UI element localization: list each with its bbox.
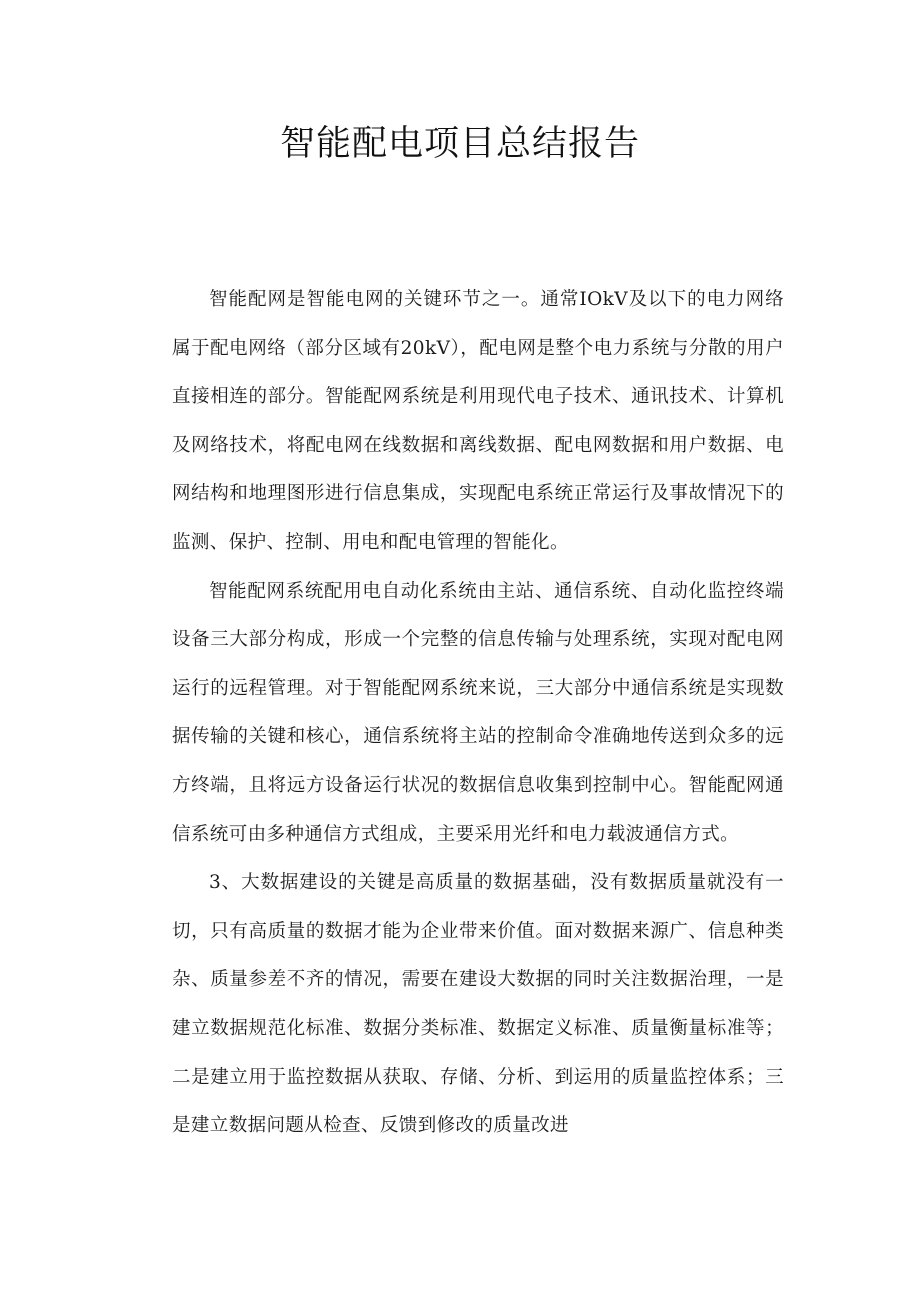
paragraph-system-composition: 智能配网系统配用电自动化系统由主站、通信系统、自动化监控终端设备三大部分构成，形成一个完整的信息传输与处理系统，实现对配电网运行的远程管理。对于智能配网系统来说，三大部分中通信系统是实现数据传输的关键和核心，通信系统将主站的控制命令准确地传送到众多的远方终端，且将远方设备运行状况的数据信息收集到控制中心。智能配网通信系统可由多种通信方式组成，主要采用光纤和电力载波通信方式。 [172, 580, 784, 845]
page-title: 智能配电项目总结报告 [279, 124, 640, 164]
paragraph-intro: 智能配网是智能电网的关键环节之一。通常IOkV及以下的电力网络属于配电网络（部分区域有20kV），配电网是整个电力系统与分散的用户直接相连的部分。智能配网系统是利用现代电子技术、通讯技术、计算机及网络技术，将配电网在线数据和离线数据、配电网数据和用户数据、电网结构和地理图形进行信息集成，实现配电系统正常运行及事故情况下的监测、保护、控制、用电和配电管理的智能化。 [172, 289, 784, 553]
document-body [172, 276, 784, 1151]
paragraph-big-data: 3、大数据建设的关键是高质量的数据基础，没有数据质量就没有一切，只有高质量的数据才能为企业带来价值。面对数据来源广、信息种类杂、质量参差不齐的情况，需要在建设大数据的同时关注数据治理，一是建立数据规范化标准、数据分类标准、数据定义标准、质量衡量标准等；二是建立用于监控数据从获取、存储、分析、到运用的质量监控体系；三是建立数据问题从检查、反馈到修改的质量改进 [172, 872, 784, 1137]
